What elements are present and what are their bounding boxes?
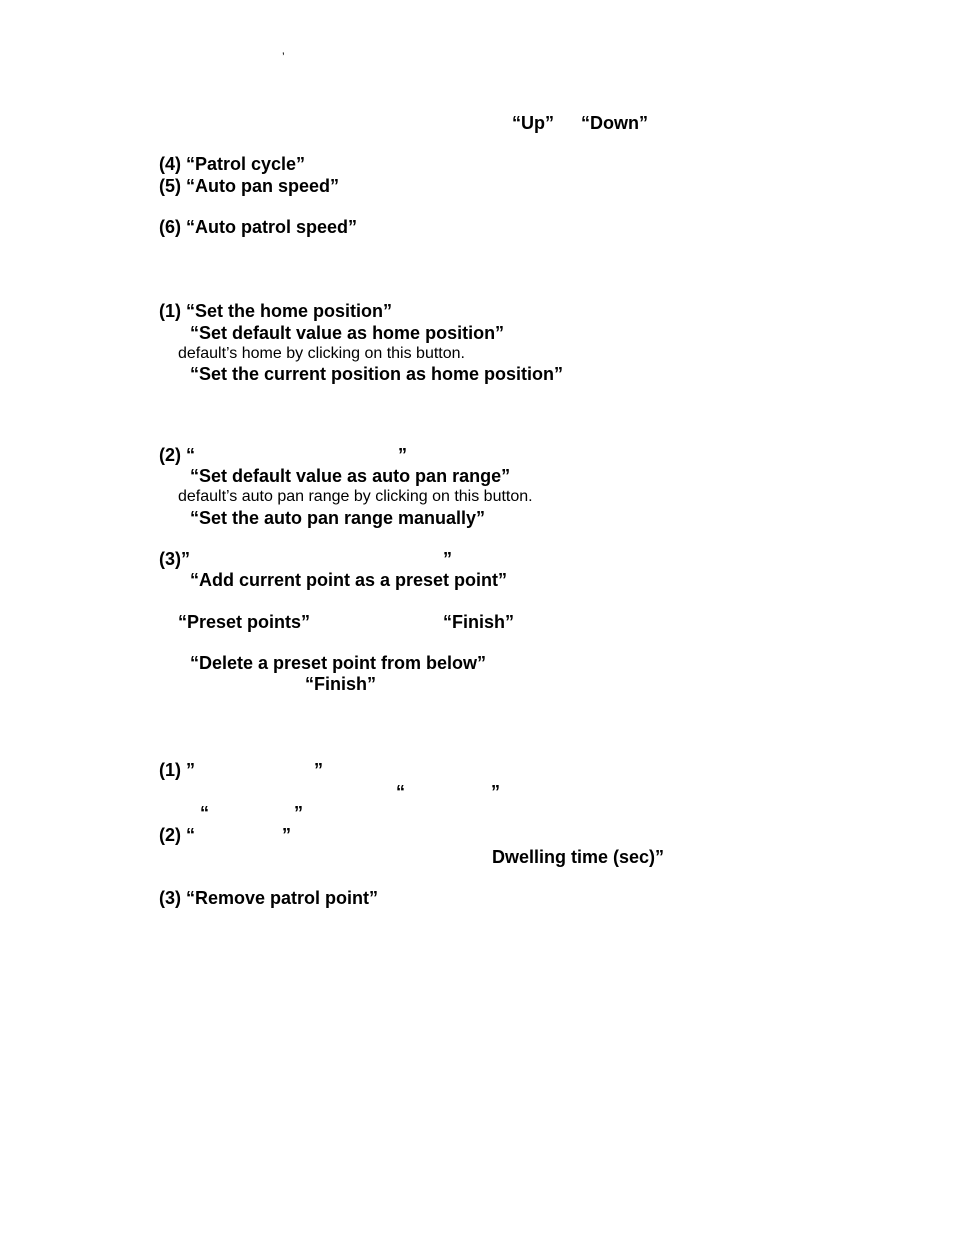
add-preset-point-label: “Add current point as a preset point”: [190, 570, 508, 590]
preset-heading-open: (3)”: [159, 549, 190, 569]
patrol-item-1-open: (1) ”: [159, 760, 195, 780]
set-home-position-heading: (1) “Set the home position”: [159, 301, 393, 321]
apostrophe-mark: ’: [282, 50, 285, 64]
quote-open-a: “: [396, 782, 405, 802]
delete-preset-point-label: “Delete a preset point from below”: [190, 653, 487, 673]
set-pan-range-manual-label: “Set the auto pan range manually”: [190, 508, 486, 528]
auto-pan-range-heading-close: ”: [398, 445, 407, 465]
default-home-description: default’s home by clicking on this button.: [178, 345, 465, 362]
patrol-item-2-open: (2) “: [159, 825, 195, 845]
quote-close-b: ”: [294, 803, 303, 823]
down-label: “Down”: [581, 113, 648, 133]
patrol-cycle-heading: (4) “Patrol cycle”: [159, 154, 306, 174]
default-pan-range-description: default’s auto pan range by clicking on this button.: [178, 488, 533, 505]
preset-heading-close: ”: [443, 549, 452, 569]
auto-pan-speed-heading: (5) “Auto pan speed”: [159, 176, 340, 196]
set-default-home-label: “Set default value as home position”: [190, 323, 505, 343]
quote-close-a: ”: [491, 782, 500, 802]
set-current-home-label: “Set the current position as home position”: [190, 364, 564, 384]
finish-label-2: “Finish”: [305, 674, 376, 694]
set-default-pan-range-label: “Set default value as auto pan range”: [190, 466, 511, 486]
patrol-item-2-close: ”: [282, 825, 291, 845]
auto-pan-range-heading-open: (2) “: [159, 445, 195, 465]
quote-open-b: “: [200, 803, 209, 823]
finish-label-1: “Finish”: [443, 612, 514, 632]
patrol-item-1-close: ”: [314, 760, 323, 780]
remove-patrol-point-heading: (3) “Remove patrol point”: [159, 888, 379, 908]
preset-points-label: “Preset points”: [178, 612, 311, 632]
dwelling-time-label: Dwelling time (sec)”: [492, 847, 665, 867]
auto-patrol-speed-heading: (6) “Auto patrol speed”: [159, 217, 358, 237]
up-label: “Up”: [512, 113, 554, 133]
